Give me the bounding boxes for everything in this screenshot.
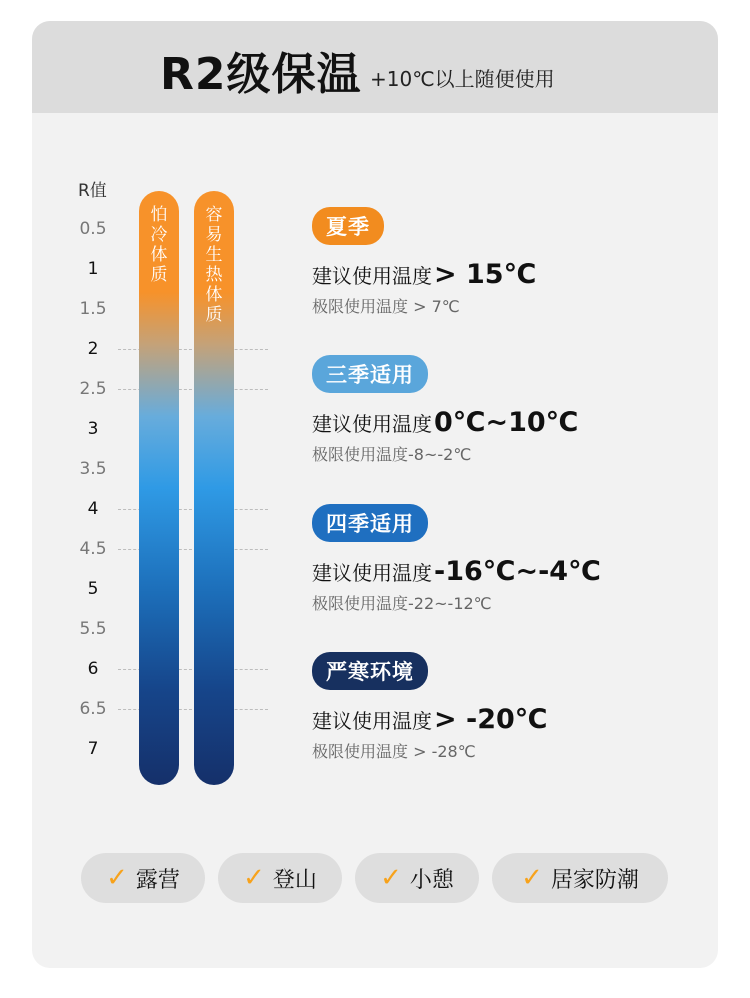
- recommended-value: > -20℃: [434, 704, 548, 735]
- tag-nap[interactable]: [355, 853, 479, 903]
- badge-four-season: 四季适用: [312, 504, 428, 542]
- scale-tick: 4: [87, 499, 99, 519]
- badge-summer: 夏季: [312, 207, 384, 245]
- recommended-value: > 15℃: [434, 259, 537, 290]
- scale-tick: 6: [87, 659, 99, 679]
- section-summer: [312, 207, 536, 317]
- check-icon: ✓: [243, 863, 265, 893]
- bar-label-heat-generating: 容易生热体质: [205, 205, 223, 325]
- tag-label: 露营: [135, 867, 180, 893]
- section-severe-cold: [312, 652, 548, 762]
- scale-tick: 7: [87, 739, 99, 759]
- scale-tick: 0.5: [79, 219, 107, 239]
- limit-temp: 极限使用温度 > -28℃: [312, 742, 476, 761]
- page-subtitle: +10℃以上随便使用: [370, 67, 555, 91]
- bar-label-cold-sensitive: 怕冷体质: [150, 205, 168, 285]
- scale-tick: 2.5: [79, 379, 107, 399]
- recommended-temp: [312, 556, 601, 587]
- section-four-season: [312, 504, 601, 614]
- scale-tick: 1: [87, 259, 99, 279]
- recommended-value: 0℃~10℃: [434, 407, 579, 438]
- scale-tick: 3: [87, 419, 99, 439]
- badge-severe-cold: 严寒环境: [312, 652, 428, 690]
- tag-home-moisture[interactable]: [492, 853, 668, 903]
- recommended-label: 建议使用温度: [312, 412, 432, 436]
- scale-tick: 3.5: [79, 459, 107, 479]
- scale-tick: 1.5: [79, 299, 107, 319]
- info-card: [32, 21, 718, 968]
- recommended-value: -16℃~-4℃: [434, 556, 601, 587]
- limit-temp: 极限使用温度 > 7℃: [312, 297, 460, 316]
- scale-tick: 6.5: [79, 699, 107, 719]
- limit-temp: 极限使用温度-8~-2℃: [312, 445, 472, 464]
- recommended-label: 建议使用温度: [312, 709, 432, 733]
- recommended-temp: [312, 259, 536, 290]
- scale-tick: 4.5: [79, 539, 107, 559]
- tag-label: 登山: [272, 867, 317, 893]
- bar-heat-generating: [194, 191, 234, 785]
- header-bar: [32, 21, 718, 113]
- section-three-season: [312, 355, 578, 465]
- tag-label: 小憩: [409, 867, 454, 893]
- badge-three-season: 三季适用: [312, 355, 428, 393]
- recommended-temp: [312, 704, 548, 735]
- scale-tick: 5.5: [79, 619, 107, 639]
- check-icon: ✓: [380, 863, 402, 893]
- bar-cold-sensitive: [139, 191, 179, 785]
- recommended-label: 建议使用温度: [312, 264, 432, 288]
- r-value-label: R值: [78, 181, 107, 201]
- check-icon: ✓: [521, 863, 543, 893]
- check-icon: ✓: [106, 863, 128, 893]
- limit-temp: 极限使用温度-22~-12℃: [312, 594, 492, 613]
- recommended-temp: [312, 407, 578, 438]
- tag-label: 居家防潮: [550, 867, 639, 893]
- scale-tick: 5: [87, 579, 99, 599]
- page-title: R2级保温: [160, 49, 362, 100]
- scale-tick: 2: [87, 339, 99, 359]
- tag-camping[interactable]: [81, 853, 205, 903]
- tag-hiking[interactable]: [218, 853, 342, 903]
- recommended-label: 建议使用温度: [312, 561, 432, 585]
